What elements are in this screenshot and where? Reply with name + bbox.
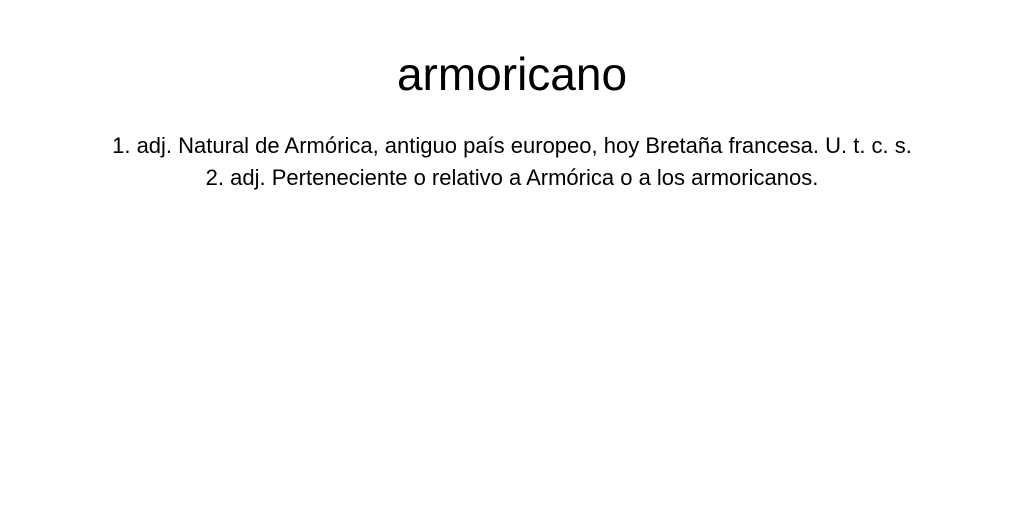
definition-list [72, 127, 952, 196]
definition-2: 2. adj. Perteneciente o relativo a Armórica o a los armoricanos. [205, 165, 819, 190]
definition-1: 1. adj. Natural de Armórica, antiguo país europeo, hoy Bretaña francesa. U. t. c. s. [112, 133, 912, 158]
entry-headword: armoricano [396, 48, 628, 100]
